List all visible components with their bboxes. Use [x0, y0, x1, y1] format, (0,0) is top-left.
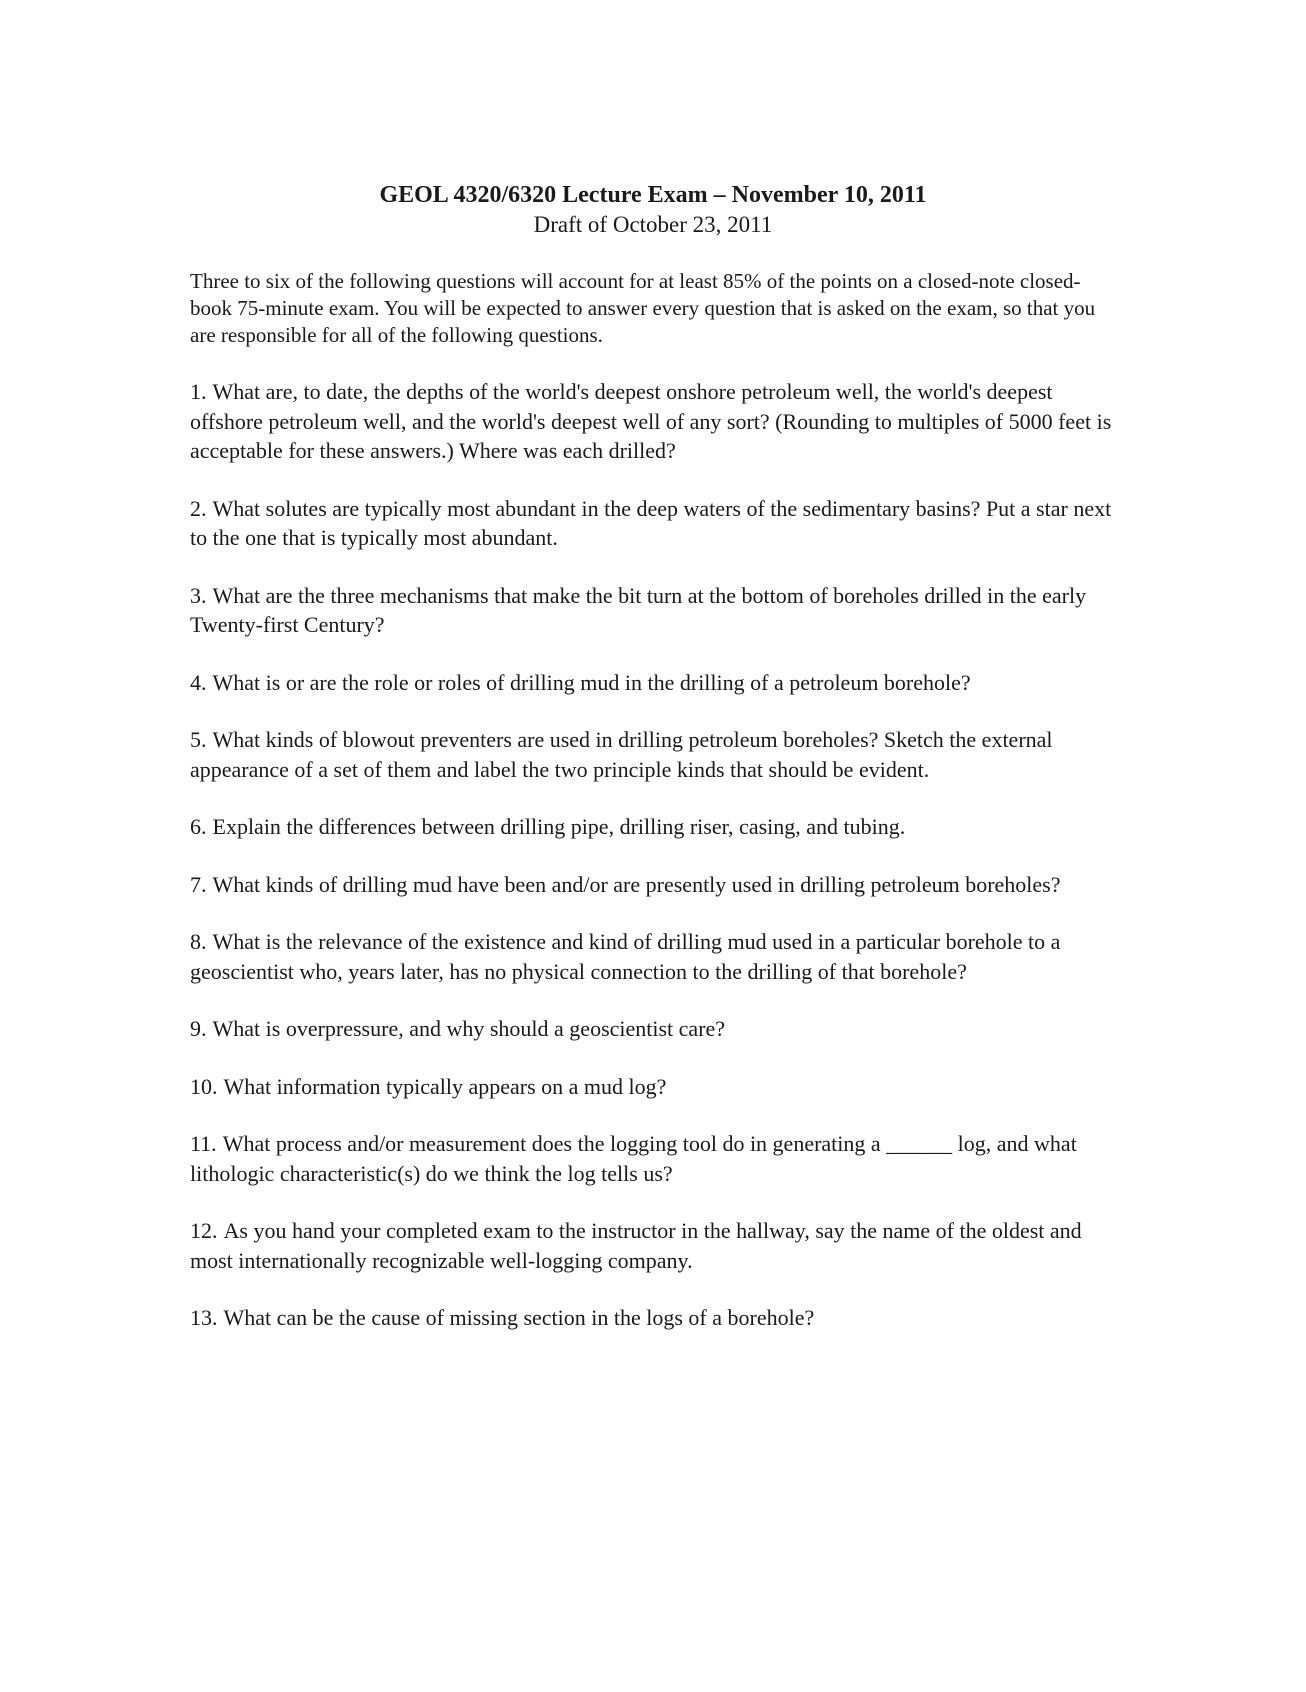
question-item [190, 812, 1115, 842]
question-number: 10. [190, 1073, 218, 1099]
question-number: 8. [190, 929, 207, 954]
question-text: What is or are the role or roles of drilling mud in the drilling of a petroleum borehole? [212, 669, 971, 695]
question-item [190, 1216, 1115, 1275]
question-item [190, 1303, 1115, 1333]
question-text: What can be the cause of missing section in the logs of a borehole? [223, 1305, 815, 1330]
page-title: GEOL 4320/6320 Lecture Exam – November 10, 2011 [379, 182, 927, 208]
question-number: 9. [190, 1016, 207, 1041]
question-number: 2. [190, 495, 207, 521]
question-number: 5. [190, 727, 207, 752]
question-number: 7. [190, 871, 207, 897]
question-item [190, 1072, 1115, 1102]
question-item [190, 494, 1115, 553]
question-text: What information typically appears on a mud log? [223, 1073, 667, 1099]
question-number: 12. [190, 1218, 218, 1243]
page-header [0, 180, 1306, 240]
question-number: 13. [190, 1305, 218, 1330]
question-item [190, 581, 1115, 640]
question-text: What process and/or measurement does the logging tool do in generating a ______ log, and what lithologic characteristic(s) do we think the log tells us? [190, 1131, 1077, 1186]
question-text: What are the three mechanisms that make the bit turn at the bottom of boreholes drilled in the early Twenty-first Century? [190, 582, 1087, 637]
question-number: 1. [190, 379, 207, 404]
question-item [190, 870, 1115, 900]
question-number: 11. [190, 1131, 217, 1156]
question-number: 6. [190, 814, 207, 839]
question-text: What kinds of drilling mud have been and/or are presently used in drilling petroleum boreholes? [212, 871, 1061, 897]
question-text: What kinds of blowout preventers are used in drilling petroleum boreholes? Sketch the external appearance of a set of them and label the two principle kinds that should be evident. [190, 727, 1053, 782]
question-text: What is overpressure, and why should a geoscientist care? [212, 1016, 726, 1041]
intro-paragraph: Three to six of the following questions will account for at least 85% of the points on a closed-note closed-book 75-minute exam. You will be expected to answer every question that is asked on the exam, so that you are responsible for all of the following questions. [190, 269, 1096, 347]
question-text: What is the relevance of the existence and kind of drilling mud used in a particular borehole to a geoscientist who, years later, has no physical connection to the drilling of that borehole? [190, 929, 1061, 984]
question-item [190, 668, 1115, 698]
question-item [190, 1014, 1115, 1044]
question-number: 4. [190, 669, 207, 695]
question-item [190, 1129, 1115, 1188]
question-text: Explain the differences between drilling pipe, drilling riser, casing, and tubing. [212, 814, 906, 839]
page-subtitle: Draft of October 23, 2011 [533, 212, 773, 237]
question-item [190, 725, 1115, 784]
question-number: 3. [190, 582, 207, 608]
question-item [190, 377, 1115, 466]
question-list [190, 377, 1115, 1361]
question-text: What are, to date, the depths of the world's deepest onshore petroleum well, the world's deepest offshore petroleum well, and the world's deepest well of any sort? (Rounding to multiples of 5000 feet is acceptable for these answers.) Where was each drilled? [190, 379, 1112, 463]
question-text: What solutes are typically most abundant in the deep waters of the sedimentary basins? Put a star next to the one that is typically most abundant. [190, 495, 1112, 550]
question-item [190, 927, 1115, 986]
question-text: As you hand your completed exam to the instructor in the hallway, say the name of the oldest and most internationally recognizable well-logging company. [190, 1218, 1082, 1273]
